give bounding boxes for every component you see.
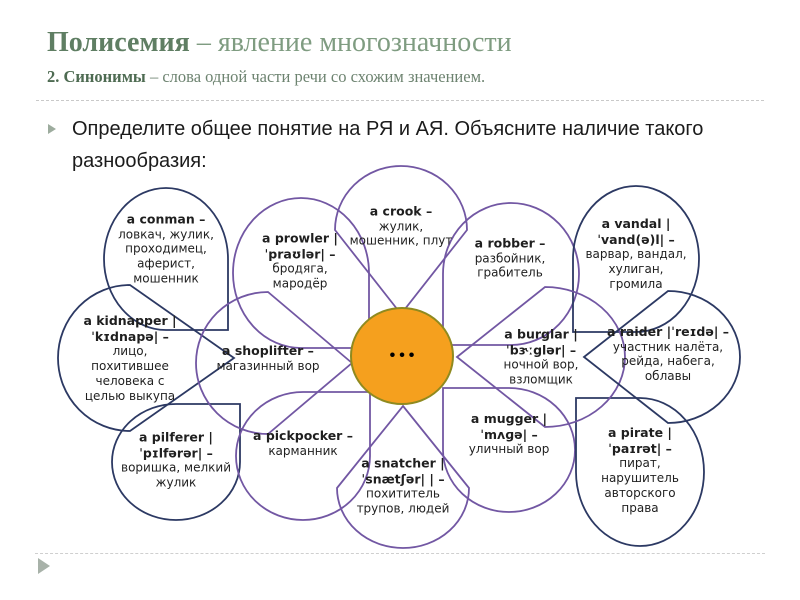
title-definition: – явление многозначности: [189, 27, 512, 58]
petal-translation: карманник: [268, 443, 338, 458]
petal-conman: [110, 212, 222, 287]
petal-crook: [349, 203, 453, 248]
petal-translation: воришка, мелкий жулик: [121, 460, 231, 490]
petal-pickpocker: [238, 428, 368, 458]
petal-word: a burglar |ˈbɝːglər| –: [504, 326, 578, 358]
petal-snatcher: [343, 456, 463, 517]
title-term: Полисемия: [47, 27, 190, 58]
petal-translation: варвар, вандал, хулиган, громила: [585, 247, 687, 291]
petal-raider: [606, 324, 730, 384]
petal-word: a vandal |ˈvand(ə)l| –: [597, 216, 675, 247]
petal-word: a prowler |ˈpraʊlər| –: [262, 230, 338, 262]
petal-translation: жулик, мошенник, плут: [349, 218, 453, 248]
subtitle-term: 2. Синонимы: [47, 66, 146, 86]
petal-word: a crook –: [369, 203, 433, 219]
petal-word: a raider |ˈreɪdə| –: [606, 323, 730, 339]
petal-robber: [455, 235, 565, 280]
petal-translation: пират, нарушитель авторского права: [601, 455, 679, 515]
petal-word: a robber –: [474, 235, 546, 251]
subtitle-definition: – слова одной части речи со схожим значением.: [145, 66, 486, 86]
petal-word: a pirate |ˈpaɪrət| –: [608, 424, 672, 456]
petal-vandal: [581, 216, 691, 292]
petal-word: a kidnapper |ˈkɪdnapə| –: [83, 312, 177, 344]
petal-shoplifter: [203, 343, 333, 373]
petal-pilferer: [117, 430, 235, 491]
petal-translation: лицо, похитившее человека с целью выкупа: [84, 343, 176, 403]
petal-translation: магазинный вор: [216, 358, 320, 373]
petal-translation: ловкач, жулик, проходимец, аферист, мошенник: [118, 227, 214, 286]
petal-translation: похититель трупов, людей: [356, 486, 450, 516]
petal-prowler: [245, 231, 355, 292]
petal-translation: уличный вор: [468, 442, 550, 457]
task-prompt: Определите общее понятие на РЯ и АЯ. Объясните наличие такого разнообразия:: [72, 118, 704, 172]
petal-burglar: [481, 327, 601, 388]
petal-word: a pilferer |ˈpɪlfərər| –: [139, 429, 213, 461]
petal-translation: участник налёта, рейда, набега, облавы: [612, 339, 724, 384]
petal-pirate: [585, 425, 695, 516]
petal-translation: ночной вор, взломщик: [503, 357, 579, 387]
petal-word: a shoplifter –: [222, 342, 314, 358]
petal-word: a mugger |ˈmʌɡə| –: [470, 411, 548, 442]
petal-translation: бродяга, мародёр: [272, 261, 328, 291]
petal-word: a snatcher |ˈsnætʃər| | –: [361, 455, 445, 487]
petal-word: a conman –: [126, 211, 206, 227]
petal-kidnapper: [76, 313, 184, 404]
petal-word: a pickpocker –: [253, 427, 353, 443]
petal-translation: разбойник, грабитель: [474, 250, 546, 280]
petal-mugger: [454, 411, 564, 457]
flower-center-label: •••: [389, 347, 419, 364]
